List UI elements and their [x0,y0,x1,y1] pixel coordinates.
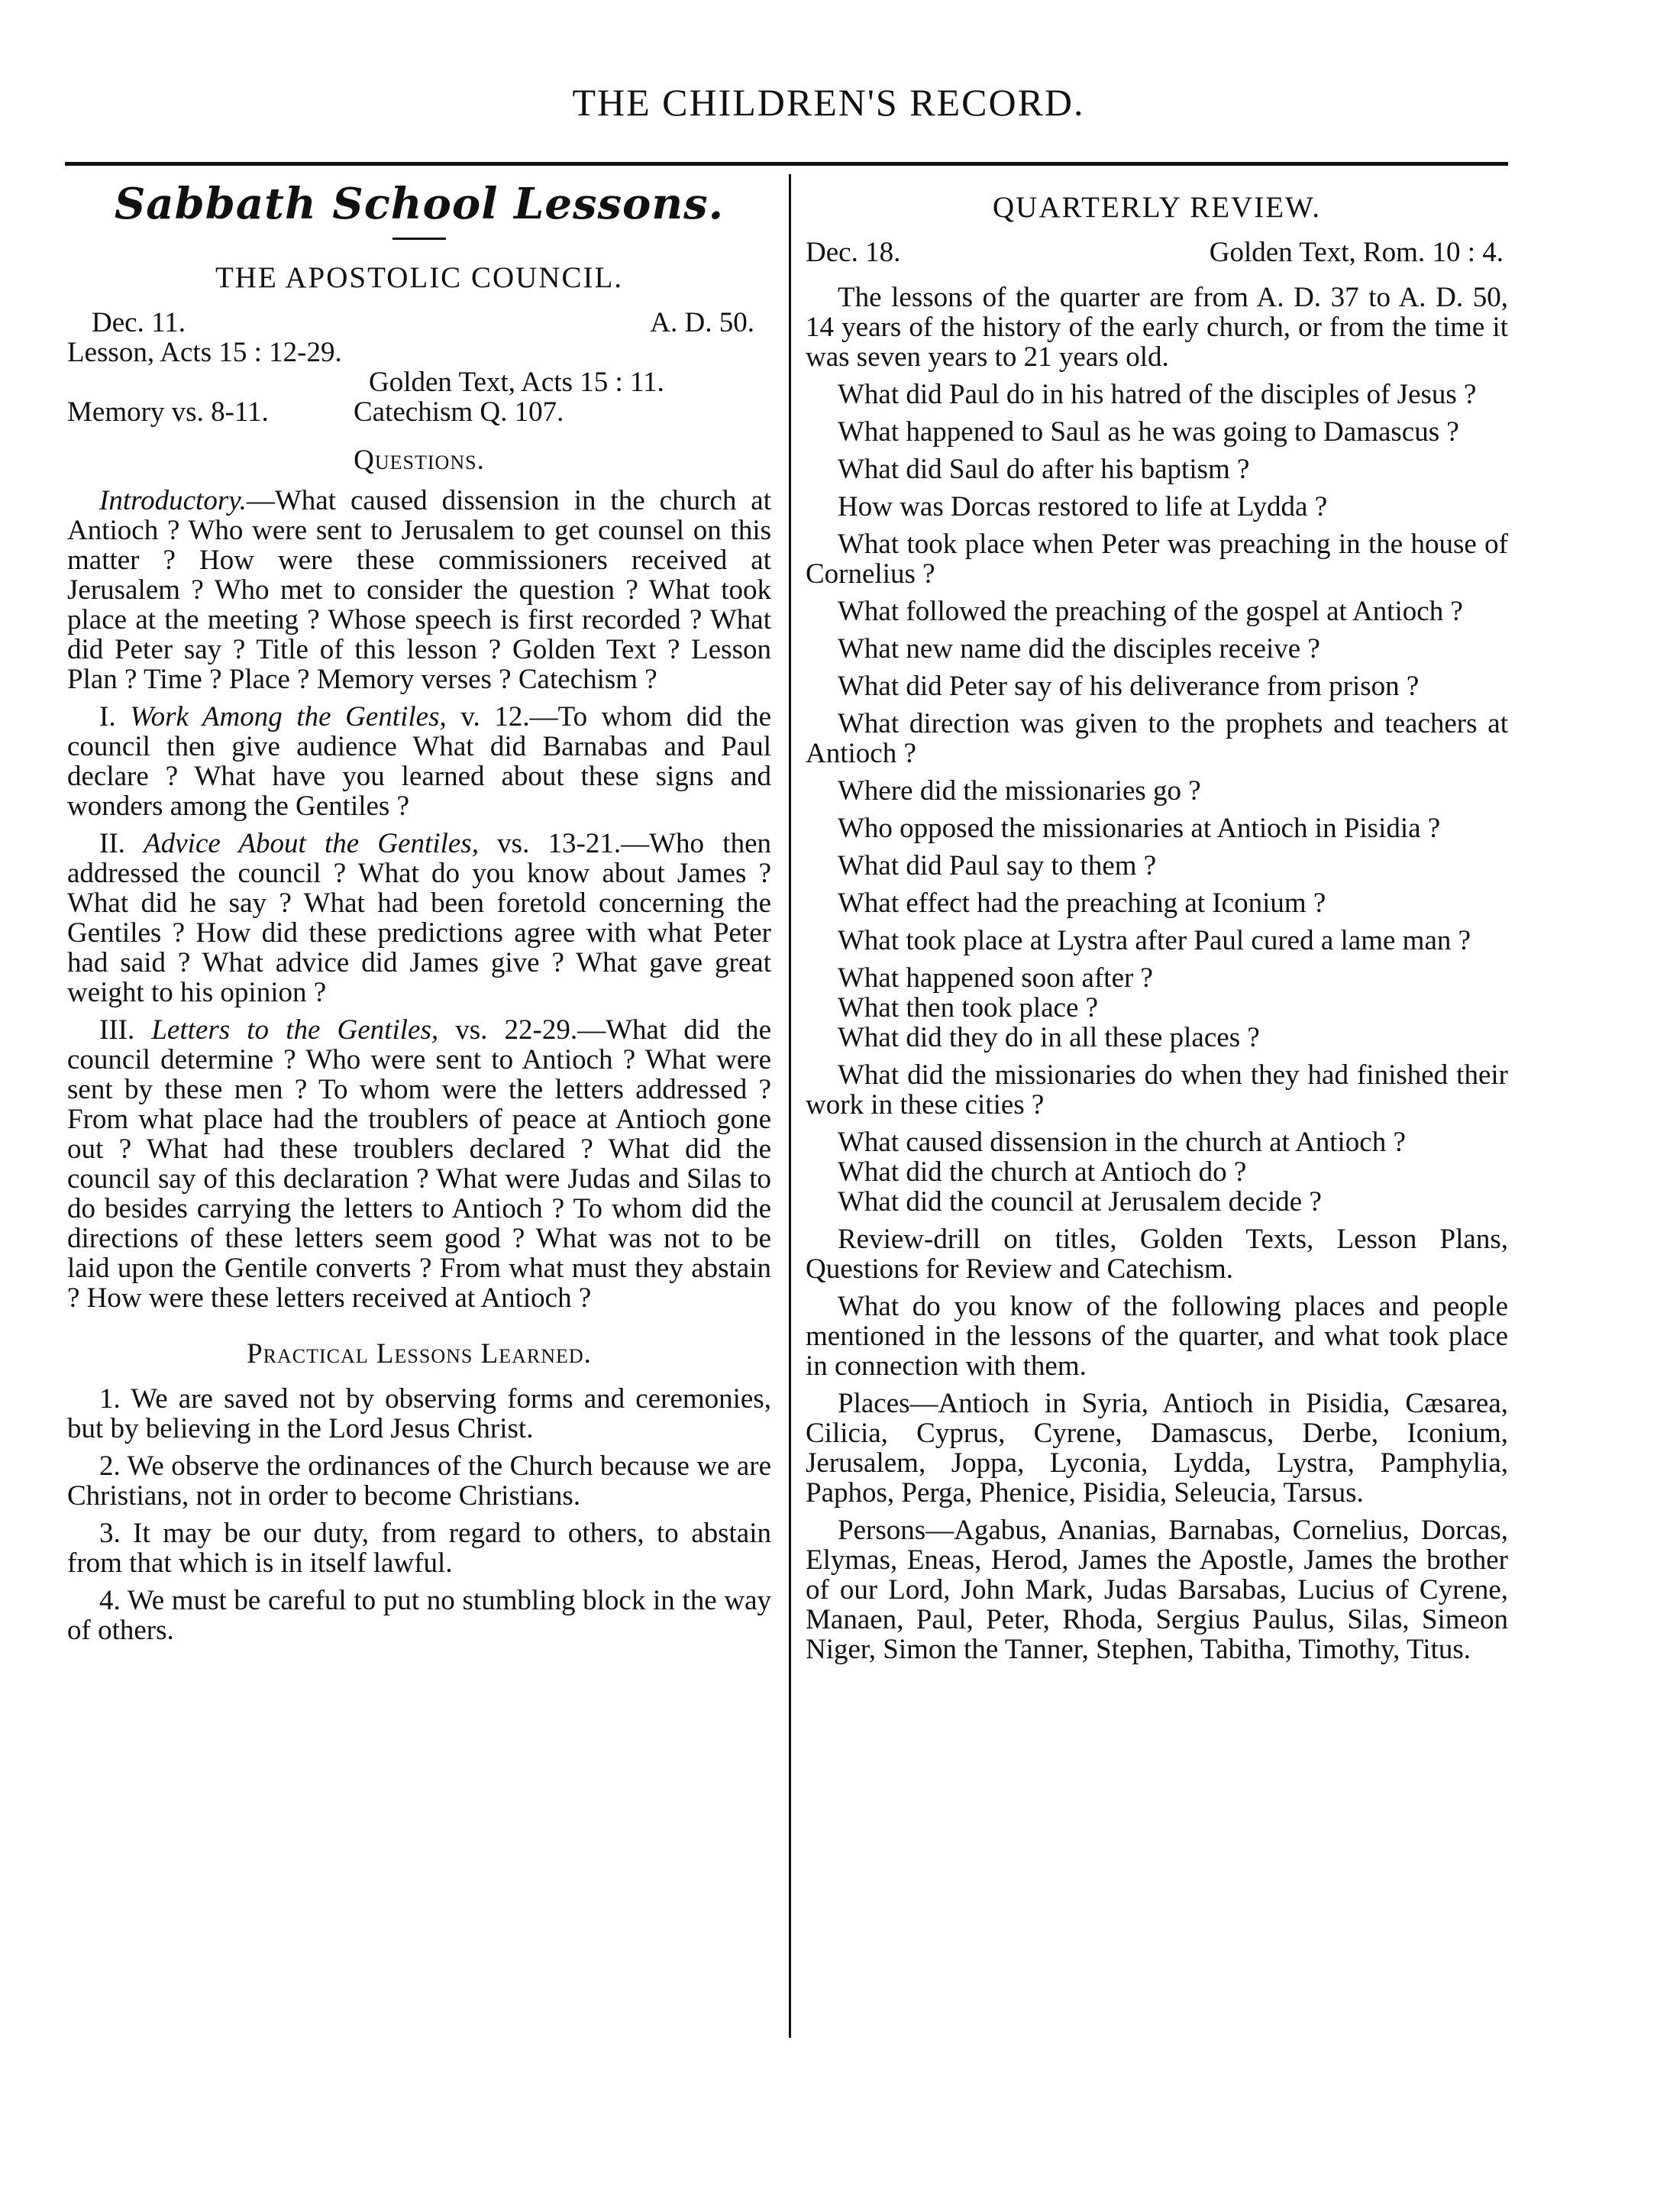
introductory-label: Introductory. [99,485,247,516]
review-question: What caused dissension in the church at Antioch ? [838,1127,1406,1158]
section-2-paragraph [67,829,771,1007]
section-1-number: I. [99,701,116,732]
catechism: Catechism Q. 107. [354,396,564,428]
introductory-paragraph [67,486,771,694]
practical-item: 3. It may be our duty, from regard to others, to abstain from that which is in itself lawful. [67,1518,771,1579]
review-question: What did Peter say of his deliverance from prison ? [838,671,1420,702]
lesson-date: Dec. 11. [92,307,186,338]
review-question: What did Paul say to them ? [838,850,1157,881]
section-1-paragraph [67,702,771,821]
review-question: What did the missionaries do when they had finished their work in these cities ? [806,1059,1508,1121]
review-intro: The lessons of the quarter are from A. D. 37 to A. D. 50, 14 years of the history of the early church, or from the time it was seven years to 21 years old. [806,282,1508,373]
review-question: What direction was given to the prophets and teachers at Antioch ? [806,708,1508,769]
golden-text: Golden Text, Acts 15 : 11. [369,367,664,398]
memory-verses: Memory vs. 8-11. [67,396,269,428]
review-question-group [806,1127,1508,1217]
right-column [806,183,1508,1672]
section-2-number: II. [99,828,125,859]
review-question: How was Dorcas restored to life at Lydda ? [838,491,1328,522]
introductory-text: —What caused dissension in the church at Antioch ? Who were sent to Jerusalem to get counsel on this matter ? How were these commissioners received at Jerusalem ? Who met to consider the question ? What took place at the meeting ? Whose speech is first recorded ? What did Peter say ? Title of this lesson ? Golden Text ? Lesson Plan ? Time ? Place ? Memory verses ? Catechism ? [67,485,771,695]
review-question: What effect had the preaching at Iconium ? [838,888,1326,919]
review-title: QUARTERLY REVIEW. [993,191,1321,224]
review-date-row [806,238,1508,267]
review-question: What did Paul do in his hatred of the disciples of Jesus ? [838,379,1477,410]
section-2-text: vs. 13-21.—Who then addressed the council ? What do you know about James ? What did he say ? What had been foretold concerning the Gentiles ? How did these predictions agree with what Peter had said ? What advice did James give ? What gave great weight to his opinion ? [67,828,771,1008]
lesson-title: THE APOSTOLIC COUNCIL. [215,261,624,294]
review-question: What did they do in all these places ? [838,1022,1260,1053]
places-list: Places—Antioch in Syria, Antioch in Pisidia, Cæsarea, Cilicia, Cyprus, Cyrene, Damascus, Derbe, Iconium, Jerusalem, Joppa, Lyconia, Lydda, Lystra, Pamphylia, Paphos, Perga, Phenice, Pisidia, Seleucia, Tarsus. [806,1388,1508,1509]
review-question: What took place at Lystra after Paul cured a lame man ? [838,925,1471,956]
review-golden-text: Golden Text, Rom. 10 : 4. [1209,237,1504,268]
review-question: What happened soon after ? [838,962,1153,994]
practical-item: 4. We must be careful to put no stumbling block in the way of others. [67,1585,771,1646]
title-dash [392,238,446,240]
review-question: What did the council at Jerusalem decide ? [838,1186,1322,1218]
lesson-date-row [67,308,771,338]
questions-heading: Questions. [354,445,485,476]
review-question: What then took place ? [838,992,1099,1024]
memory-row [67,397,771,427]
section-1-text: v. 12.—To whom did the council then give audience What did Barnabas and Paul declare ? What have you learned about these signs and wonders among the Gentiles ? [67,701,772,822]
practical-item: 1. We are saved not by observing forms and ceremonies, but by believing in the Lord Jesus Christ. [67,1383,771,1444]
review-question-group [806,963,1508,1053]
review-question: What did Saul do after his baptism ? [838,454,1250,485]
page-header: THE CHILDREN'S RECORD. [572,81,1085,124]
section-3-number: III. [99,1014,135,1046]
section-3-label: Letters to the Gentiles, [151,1014,439,1046]
left-column [67,179,772,1653]
review-question: Who opposed the missionaries at Antioch in Pisidia ? [838,813,1441,844]
lesson-year: A. D. 50. [650,307,754,338]
review-question: What happened to Saul as he was going to Damascus ? [838,416,1459,448]
header-rule [65,162,1508,166]
review-date: Dec. 18. [806,237,901,268]
section-3-text: vs. 22-29.—What did the council determine ? Who were sent to Antioch ? What were sent by these men ? To whom were the letters addressed ? From what place had the troublers of peace at Antioch gone out ? What had these troublers declared ? What did the council say of this declaration ? What were Judas and Silas to do besides carrying the letters to Antioch ? To whom did the directions of these letters seem good ? What was not to be laid upon the Gentile converts ? From what must they abstain ? How were these letters received at Antioch ? [67,1014,771,1314]
masthead: Sabbath School Lessons. [114,179,725,229]
section-2-label: Advice About the Gentiles, [144,828,479,859]
practical-heading: Practical Lessons Learned. [247,1338,592,1370]
review-question: What followed the preaching of the gospel at Antioch ? [838,596,1463,627]
practical-item: 2. We observe the ordinances of the Church because we are Christians, not in order to become Christians. [67,1450,771,1512]
review-question: Where did the missionaries go ? [838,775,1201,807]
lesson-reference: Lesson, Acts 15 : 12-29. [67,337,342,368]
column-divider [789,174,791,2038]
review-question: What took place when Peter was preaching in the house of Cornelius ? [806,529,1508,590]
know-places: What do you know of the following places and people mentioned in the lessons of the quarter, and what took place in connection with them. [806,1291,1508,1382]
review-drill: Review-drill on titles, Golden Texts, Lesson Plans, Questions for Review and Catechism. [806,1224,1508,1285]
section-1-label: Work Among the Gentiles, [130,701,447,732]
section-3-paragraph [67,1015,771,1313]
review-question: What new name did the disciples receive ? [838,633,1320,665]
persons-list: Persons—Agabus, Ananias, Barnabas, Cornelius, Dorcas, Elymas, Eneas, Herod, James the Apostle, James the brother of our Lord, John Mark, Judas Barsabas, Lucius of Cyrene, Manaen, Paul, Peter, Rhoda, Sergius Paulus, Silas, Simeon Niger, Simon the Tanner, Stephen, Tabitha, Timothy, Titus. [806,1515,1508,1665]
review-question: What did the church at Antioch do ? [838,1156,1247,1188]
